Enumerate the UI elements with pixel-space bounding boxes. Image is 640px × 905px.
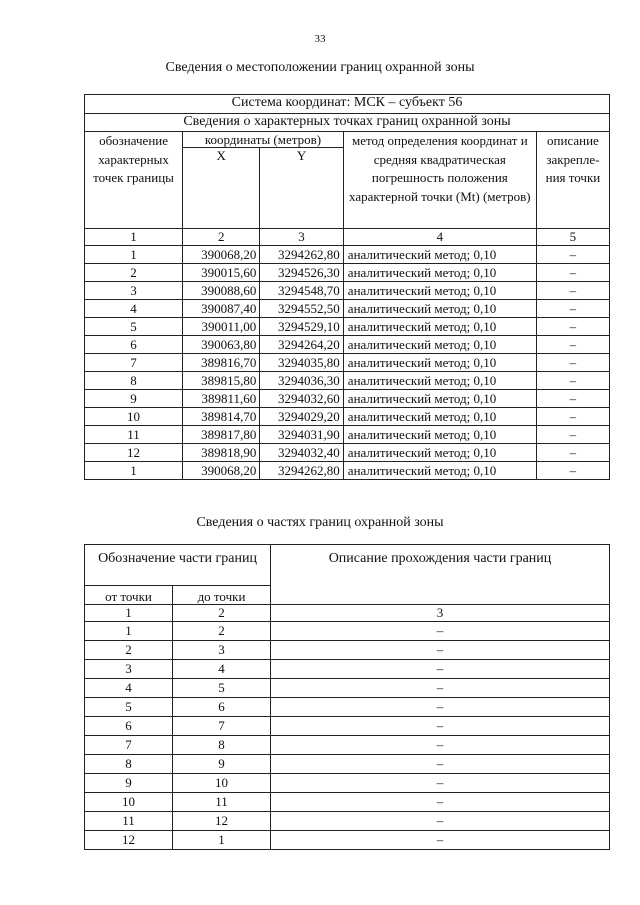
table-row — [85, 641, 610, 660]
method-cell: аналитический метод; 0,10 — [343, 282, 536, 300]
passage-description-cell: – — [271, 831, 610, 850]
point-cell: 12 — [85, 444, 183, 462]
y-cell: 3294262,80 — [260, 246, 343, 264]
table-row — [85, 736, 610, 755]
y-cell: 3294264,20 — [260, 336, 343, 354]
to-point-cell: 3 — [173, 641, 271, 660]
x-cell: 389816,70 — [183, 354, 260, 372]
section-title-coordinates: Сведения о местоположении границ охранной зоны — [165, 60, 475, 75]
from-point-cell: 9 — [85, 774, 173, 793]
table-row — [85, 698, 610, 717]
passage-description-cell: – — [271, 622, 610, 641]
passage-description-cell: – — [271, 698, 610, 717]
point-cell: 1 — [85, 246, 183, 264]
method-cell: аналитический метод; 0,10 — [343, 372, 536, 390]
from-point-cell: 1 — [85, 622, 173, 641]
table-row — [85, 660, 610, 679]
passage-description-cell: – — [271, 793, 610, 812]
passage-description-cell: – — [271, 717, 610, 736]
y-cell: 3294552,50 — [260, 300, 343, 318]
x-cell: 390087,40 — [183, 300, 260, 318]
column-number: 1 — [85, 229, 183, 246]
description-cell: – — [536, 390, 609, 408]
table-row — [85, 444, 610, 462]
x-cell: 389811,60 — [183, 390, 260, 408]
header-to-point: до точки — [173, 586, 271, 605]
table-row — [85, 264, 610, 282]
method-cell: аналитический метод; 0,10 — [343, 444, 536, 462]
y-cell: 3294035,80 — [260, 354, 343, 372]
y-cell: 3294262,80 — [260, 462, 343, 480]
method-cell: аналитический метод; 0,10 — [343, 300, 536, 318]
table-row — [85, 622, 610, 641]
description-cell: – — [536, 336, 609, 354]
from-point-cell: 11 — [85, 812, 173, 831]
to-point-cell: 10 — [173, 774, 271, 793]
passage-description-cell: – — [271, 812, 610, 831]
column-number: 2 — [173, 605, 271, 622]
table-row — [85, 300, 610, 318]
table-row — [85, 390, 610, 408]
y-cell: 3294032,40 — [260, 444, 343, 462]
to-point-cell: 8 — [173, 736, 271, 755]
header-passage-description: Описание прохождения части границ — [271, 545, 610, 605]
x-cell: 390068,20 — [183, 246, 260, 264]
boundary-parts-table — [84, 544, 610, 850]
from-point-cell: 8 — [85, 755, 173, 774]
section-title-parts: Сведения о частях границ охранной зоны — [196, 515, 444, 530]
x-cell: 390088,60 — [183, 282, 260, 300]
description-cell: – — [536, 264, 609, 282]
table-row — [85, 462, 610, 480]
y-cell: 3294031,90 — [260, 426, 343, 444]
description-cell: – — [536, 444, 609, 462]
column-number: 4 — [343, 229, 536, 246]
x-cell: 389815,80 — [183, 372, 260, 390]
from-point-cell: 5 — [85, 698, 173, 717]
y-cell: 3294526,30 — [260, 264, 343, 282]
table-row — [85, 336, 610, 354]
description-cell: – — [536, 462, 609, 480]
passage-description-cell: – — [271, 660, 610, 679]
passage-description-cell: – — [271, 641, 610, 660]
table-row — [85, 282, 610, 300]
to-point-cell: 6 — [173, 698, 271, 717]
table-row — [85, 812, 610, 831]
point-cell: 6 — [85, 336, 183, 354]
header-designation: Обозначение части границ — [85, 545, 271, 586]
header-point: обозначение характерных точек границы — [85, 132, 183, 229]
coordinate-system: Система координат: МСК – субъект 56 — [85, 95, 610, 114]
point-cell: 11 — [85, 426, 183, 444]
table-row — [85, 408, 610, 426]
passage-description-cell: – — [271, 679, 610, 698]
method-cell: аналитический метод; 0,10 — [343, 318, 536, 336]
to-point-cell: 9 — [173, 755, 271, 774]
to-point-cell: 7 — [173, 717, 271, 736]
passage-description-cell: – — [271, 774, 610, 793]
table-row — [85, 755, 610, 774]
table-row — [85, 426, 610, 444]
y-cell: 3294548,70 — [260, 282, 343, 300]
header-coordinates: координаты (метров) — [183, 132, 344, 148]
x-cell: 390068,20 — [183, 462, 260, 480]
header-x: X — [183, 148, 260, 229]
table-row — [85, 318, 610, 336]
column-number: 3 — [271, 605, 610, 622]
description-cell: – — [536, 408, 609, 426]
y-cell: 3294036,30 — [260, 372, 343, 390]
point-cell: 9 — [85, 390, 183, 408]
point-cell: 7 — [85, 354, 183, 372]
table-row — [85, 793, 610, 812]
table-row — [85, 831, 610, 850]
from-point-cell: 12 — [85, 831, 173, 850]
method-cell: аналитический метод; 0,10 — [343, 354, 536, 372]
header-description: описание закрепле-ния точки — [536, 132, 609, 229]
coordinates-table — [84, 94, 610, 480]
point-cell: 3 — [85, 282, 183, 300]
x-cell: 389818,90 — [183, 444, 260, 462]
to-point-cell: 5 — [173, 679, 271, 698]
table-row — [85, 354, 610, 372]
passage-description-cell: – — [271, 755, 610, 774]
column-number: 3 — [260, 229, 343, 246]
description-cell: – — [536, 354, 609, 372]
table-subtitle: Сведения о характерных точках границ охранной зоны — [85, 114, 610, 132]
description-cell: – — [536, 300, 609, 318]
method-cell: аналитический метод; 0,10 — [343, 246, 536, 264]
x-cell: 389814,70 — [183, 408, 260, 426]
x-cell: 390011,00 — [183, 318, 260, 336]
method-cell: аналитический метод; 0,10 — [343, 462, 536, 480]
table-row — [85, 717, 610, 736]
description-cell: – — [536, 426, 609, 444]
method-cell: аналитический метод; 0,10 — [343, 390, 536, 408]
method-cell: аналитический метод; 0,10 — [343, 336, 536, 354]
from-point-cell: 7 — [85, 736, 173, 755]
point-cell: 4 — [85, 300, 183, 318]
passage-description-cell: – — [271, 736, 610, 755]
to-point-cell: 1 — [173, 831, 271, 850]
y-cell: 3294029,20 — [260, 408, 343, 426]
header-y: Y — [260, 148, 343, 229]
to-point-cell: 2 — [173, 622, 271, 641]
method-cell: аналитический метод; 0,10 — [343, 408, 536, 426]
description-cell: – — [536, 372, 609, 390]
from-point-cell: 4 — [85, 679, 173, 698]
point-cell: 5 — [85, 318, 183, 336]
method-cell: аналитический метод; 0,10 — [343, 264, 536, 282]
to-point-cell: 12 — [173, 812, 271, 831]
description-cell: – — [536, 246, 609, 264]
description-cell: – — [536, 282, 609, 300]
page-number: 33 — [314, 33, 326, 45]
to-point-cell: 11 — [173, 793, 271, 812]
table-row — [85, 372, 610, 390]
method-cell: аналитический метод; 0,10 — [343, 426, 536, 444]
description-cell: – — [536, 318, 609, 336]
column-number: 2 — [183, 229, 260, 246]
x-cell: 390063,80 — [183, 336, 260, 354]
table-row — [85, 774, 610, 793]
header-method: метод определения координат и средняя квадратическая погрешность положения характерной точки (Mt) (метров) — [343, 132, 536, 229]
point-cell: 2 — [85, 264, 183, 282]
to-point-cell: 4 — [173, 660, 271, 679]
table-row — [85, 246, 610, 264]
y-cell: 3294032,60 — [260, 390, 343, 408]
from-point-cell: 2 — [85, 641, 173, 660]
point-cell: 1 — [85, 462, 183, 480]
x-cell: 390015,60 — [183, 264, 260, 282]
from-point-cell: 6 — [85, 717, 173, 736]
from-point-cell: 10 — [85, 793, 173, 812]
point-cell: 8 — [85, 372, 183, 390]
column-number: 5 — [536, 229, 609, 246]
header-from-point: от точки — [85, 586, 173, 605]
x-cell: 389817,80 — [183, 426, 260, 444]
column-number: 1 — [85, 605, 173, 622]
point-cell: 10 — [85, 408, 183, 426]
y-cell: 3294529,10 — [260, 318, 343, 336]
table-row — [85, 679, 610, 698]
from-point-cell: 3 — [85, 660, 173, 679]
